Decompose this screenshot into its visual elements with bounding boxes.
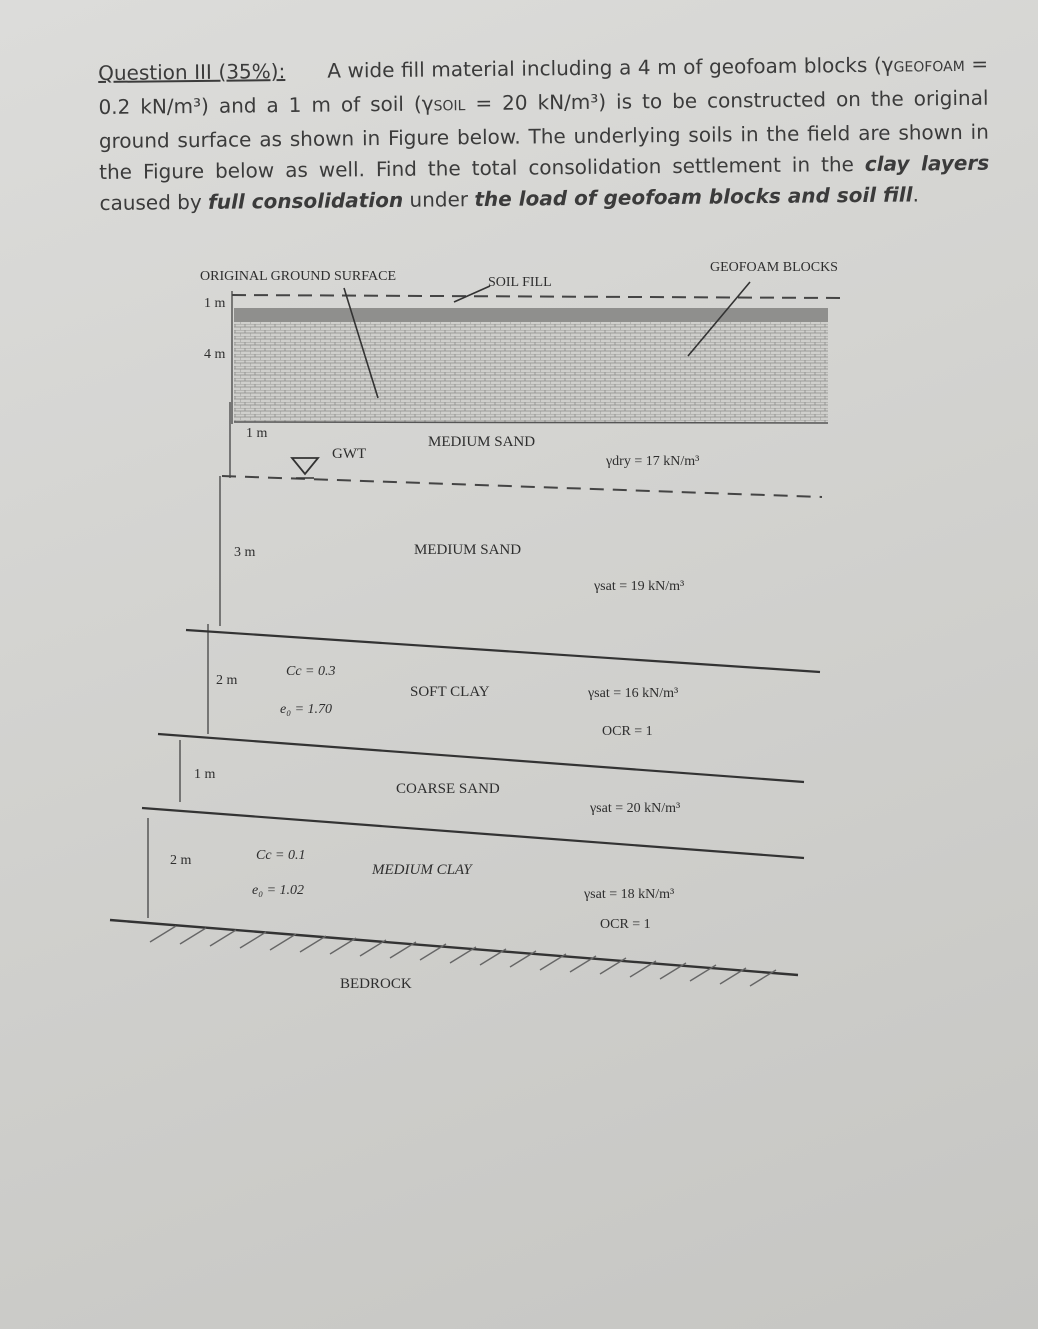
bedrock-line — [110, 920, 798, 975]
question-line2b: = 20 kN/m³) is to be constructed on the original ground surface as shown in Figure below. The underlying soils in the field are shown in the Figure below as well. Find the total consolidation settlement in the — [98, 85, 989, 184]
layer5-e0: e₀ = 1.02 — [252, 883, 305, 898]
soil-fill-label: SOIL FILL — [488, 275, 552, 290]
layer3-name: SOFT CLAY — [410, 684, 490, 700]
original-ground-surface-label: ORIGINAL GROUND SURFACE — [200, 269, 397, 284]
geofoam-blocks-label: GEOFOAM BLOCKS — [710, 260, 838, 275]
layer3-ocr: OCR = 1 — [602, 724, 653, 739]
load-emphasis: the load of geofoam blocks and soil fill — [474, 182, 913, 212]
layer4-unit-weight: γsat = 20 kN/m³ — [590, 801, 681, 816]
question-title: Question III (35%): — [98, 59, 286, 85]
layer2-unit-weight: γsat = 19 kN/m³ — [594, 579, 685, 594]
question-line2a: = 0.2 kN/m³) and a 1 m of soil (γ — [98, 51, 989, 119]
soil-fill-leader — [454, 286, 490, 302]
layer5-name: MEDIUM CLAY — [372, 862, 472, 878]
layer3-cc: Cc = 0.3 — [286, 664, 336, 679]
geofoam-block-layer — [234, 322, 828, 422]
bedrock-label: BEDROCK — [340, 976, 412, 992]
bedrock-hatching — [150, 926, 776, 986]
gwt-label: GWT — [332, 446, 367, 462]
gwt-triangle-icon — [292, 458, 318, 474]
layer5-ocr: OCR = 1 — [600, 917, 651, 932]
layer5-unit-weight: γsat = 18 kN/m³ — [584, 887, 675, 902]
question-line3: caused by — [99, 189, 209, 215]
gamma-geofoam-subscript: GEOFOAM — [893, 58, 965, 76]
full-consolidation-emphasis: full consolidation — [207, 187, 404, 214]
dim-1m-coarse-label: 1 m — [194, 767, 216, 782]
layer5-cc: Cc = 0.1 — [256, 848, 306, 863]
dim-4m-label: 4 m — [204, 347, 226, 362]
boundary-sand-softclay — [186, 630, 820, 672]
dim-3m-label: 3 m — [234, 545, 256, 560]
fill-top-dashed-line — [232, 295, 840, 298]
gwt-dashed-line — [222, 476, 822, 497]
layer1-unit-weight: γdry = 17 kN/m³ — [606, 454, 700, 469]
soil-fill-layer — [234, 308, 828, 324]
layer3-e0: e₀ = 1.70 — [280, 702, 333, 717]
layer1-name: MEDIUM SAND — [428, 434, 536, 450]
layer4-name: COARSE SAND — [396, 781, 500, 797]
boundary-coarse-mediumclay — [142, 808, 804, 858]
clay-layers-emphasis: clay layers — [864, 150, 990, 176]
question-end: . — [912, 182, 920, 207]
layer3-unit-weight: γsat = 16 kN/m³ — [588, 686, 679, 701]
layer2-name: MEDIUM SAND — [414, 542, 522, 558]
dim-2m-medium-label: 2 m — [170, 853, 192, 868]
dim-1m-top-label: 1 m — [204, 296, 226, 311]
fill-bottom-line — [234, 422, 828, 423]
dim-1m-sand-label: 1 m — [246, 426, 268, 441]
question-line4: under — [402, 187, 475, 212]
gamma-soil-subscript: SOIL — [433, 98, 466, 115]
question-line1: A wide fill material including a 4 m of geofoam blocks (γ — [327, 52, 894, 83]
dim-2m-soft-label: 2 m — [216, 673, 238, 688]
boundary-softclay-coarse — [158, 734, 804, 782]
